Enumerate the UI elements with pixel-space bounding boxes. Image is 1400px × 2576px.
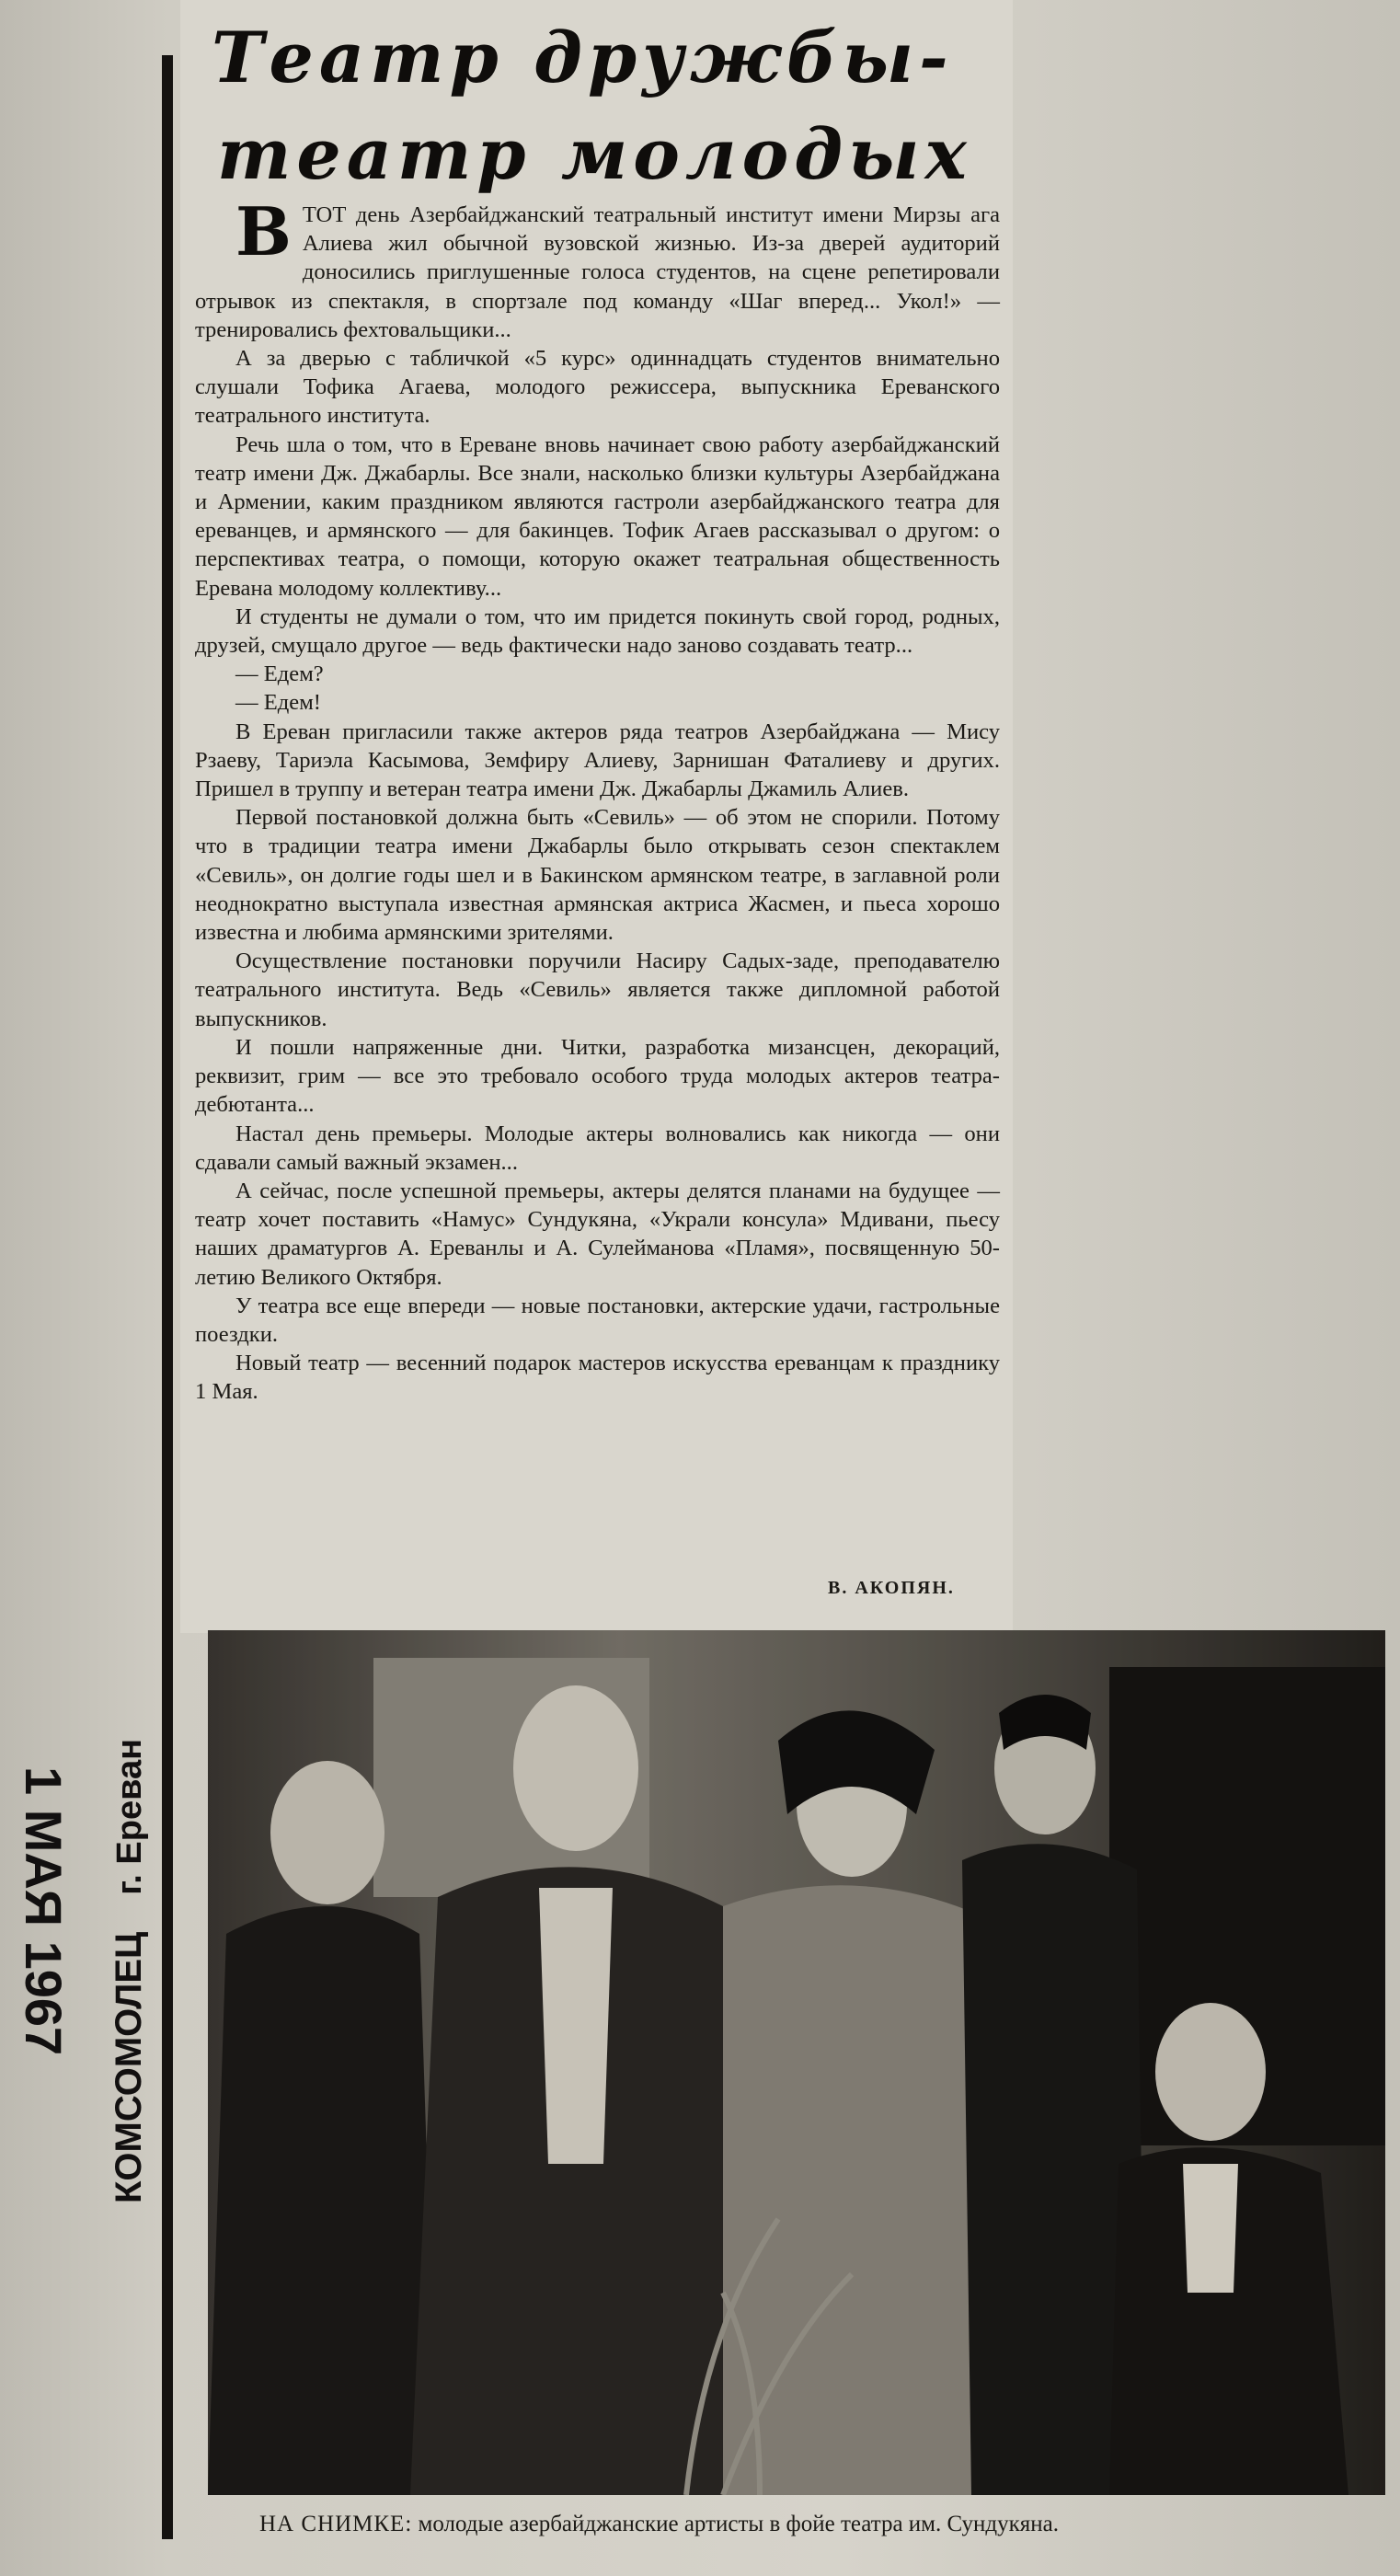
paragraph-7: В Ереван пригласили также актеров ряда театров Азербайджана — Мису Рзаеву, Тариэла Касымова, Земфиру Алиеву, Зарнишан Фаталиеву и других. Пришел в труппу и ветеран театра имени Дж. Джабарлы Джамиль Алиев. bbox=[195, 719, 1000, 802]
headline-line-1: Театр дружбы- bbox=[212, 17, 954, 98]
paragraph-11: Настал день премьеры. Молодые актеры волновались как никогда — они сдавали самый важный экзамен... bbox=[195, 1121, 1000, 1175]
paragraph-2: А за дверью с табличкой «5 курс» одиннадцать студентов внимательно слушали Тофика Агаева, молодого режиссера, выпускника Ереванского театрального института. bbox=[195, 346, 1000, 429]
paragraph-5: — Едем? bbox=[235, 661, 324, 687]
caption-text: молодые азербайджанские артисты в фойе театра им. Сундукяна. bbox=[418, 2512, 1060, 2536]
date-stamp: 1 МАЯ 1967 bbox=[15, 1766, 73, 2056]
paragraph-12: А сейчас, после успешной премьеры, актеры делятся планами на будущее — театр хочет поставить «Намус» Сундукяна, «Украли консула» Мдивани, пьесу наших драматургов А. Ереванлы и А. Сулейманова «Пламя», посвященную 50-летию Великого Октября. bbox=[195, 1178, 1000, 1290]
paragraph-3: Речь шла о том, что в Ереване вновь начинает свою работу азербайджанский театр имени Дж. Джабарлы. Все знали, насколько близки культуры Азербайджана и Армении, каким праздником являются гастроли азербайджанского театра для ереванцев, и армянского — для бакинцев. Тофик Агаев рассказывал о другом: о перспективах театра, о помощи, которую окажет театральная общественность Еревана молодому коллективу... bbox=[195, 431, 1000, 601]
newspaper-city: г. Ереван bbox=[110, 1738, 149, 1895]
headline bbox=[212, 9, 1012, 202]
drop-cap: В bbox=[235, 192, 292, 270]
photo-caption bbox=[259, 2512, 1400, 2537]
paragraph-13: У театра все еще впереди — новые постановки, актерские удачи, гастрольные поездки. bbox=[195, 1293, 1000, 1347]
photo-illustration bbox=[208, 1630, 1385, 2495]
byline: В. АКОПЯН. bbox=[828, 1578, 955, 1598]
paragraph-10: И пошли напряженные дни. Читки, разработка мизансцен, декораций, реквизит, грим — все это требовало особого труда молодых актеров театра-дебютанта... bbox=[195, 1034, 1000, 1118]
article-body bbox=[195, 192, 1000, 1407]
paragraph-6: — Едем! bbox=[235, 690, 321, 716]
paragraph-1: ВТОТ день Азербайджанский театральный институт имени Мирзы ага Алиева жил обычной вузовской жизнью. Из-за дверей аудиторий доносились приглушенные голоса студентов, на сцене репетировали отрывок из спектакля, в спортзале под команду «Шаг вперед... Укол!» — тренировались фехтовальщики... bbox=[195, 192, 1000, 342]
margin-rule bbox=[162, 55, 173, 2539]
newspaper-name: КОМСОМОЛЕЦ bbox=[109, 1931, 149, 2203]
paragraph-14: Новый театр — весенний подарок мастеров искусства ереванцам к празднику 1 Мая. bbox=[195, 1351, 1000, 1405]
paragraph-9: Осуществление постановки поручили Насиру Садых-заде, преподавателю театрального института. Ведь «Севиль» является также дипломной работой выпускников. bbox=[195, 949, 1000, 1031]
group-photo bbox=[208, 1630, 1385, 2495]
headline-line-2: театр молодых bbox=[217, 113, 972, 195]
newspaper-stamp bbox=[109, 1739, 150, 2203]
caption-label: НА СНИМКЕ: bbox=[259, 2512, 413, 2536]
paragraph-4: И студенты не думали о том, что им придется покинуть свой город, родных, друзей, смущало другое — ведь фактически надо заново создавать театр... bbox=[195, 604, 1000, 659]
paragraph-8: Первой постановкой должна быть «Севиль» — об этом не спорили. Потому что в традиции театра имени Джабарлы было открывать сезон спектаклем «Севиль», он долгие годы шел и в Бакинском армянском театре, в заглавной роли неоднократно выступала известная армянская актриса Жасмен, и пьеса хорошо известна и любима армянскими зрителями. bbox=[195, 805, 1000, 946]
